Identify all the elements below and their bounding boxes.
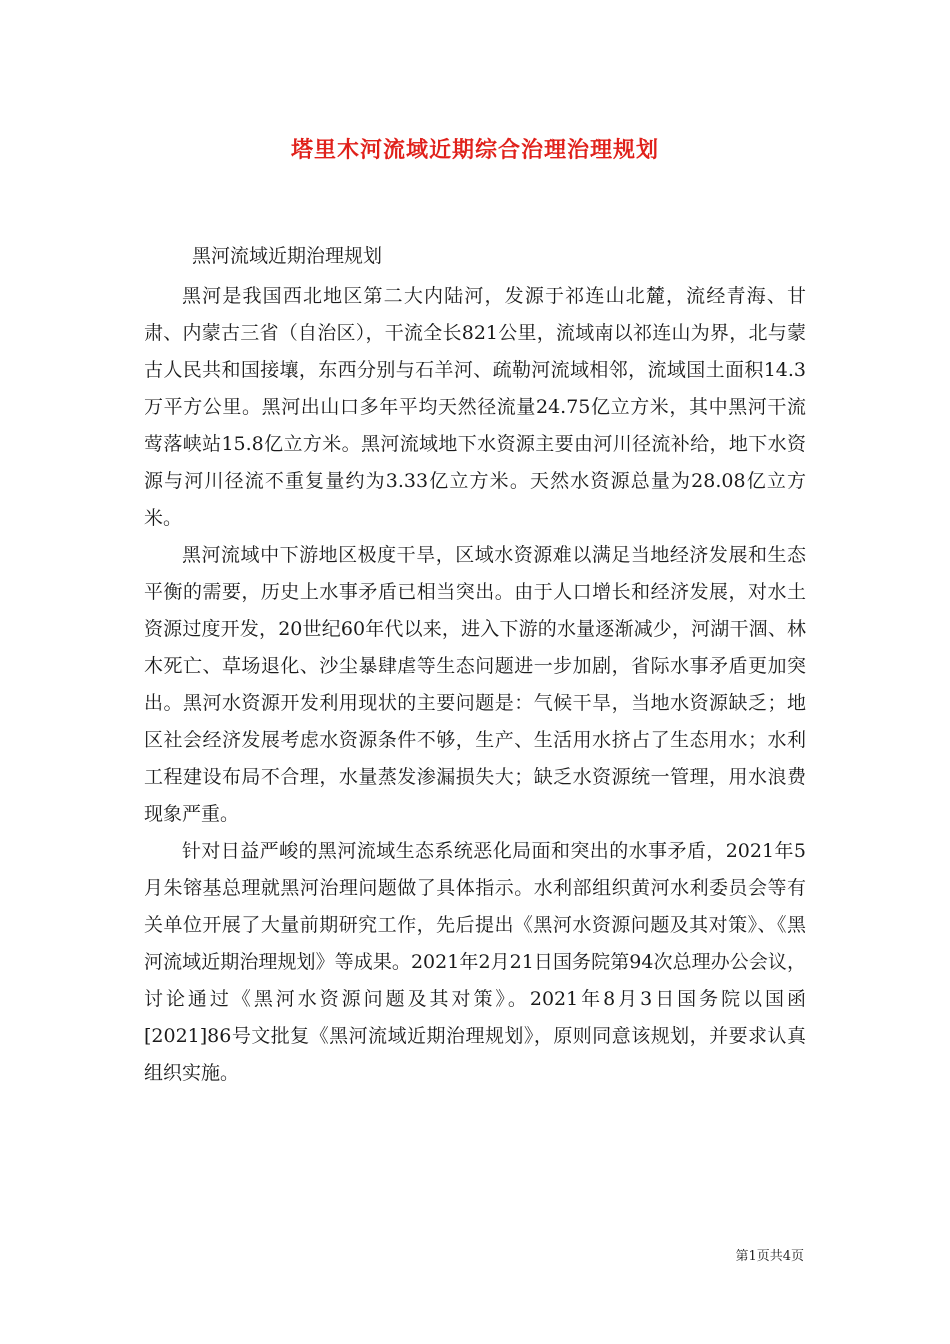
page-number: 第1页共4页 [735, 1249, 804, 1264]
paragraph-1: 黑河是我国西北地区第二大内陆河，发源于祁连山北麓，流经青海、甘肃、内蒙古三省（自治区），干流全长821公里，流域南以祁连山为界，北与蒙古人民共和国接壤，东西分别与石羊河、疏勒河流域相邻，流域国土面积14.3万平方公里。黑河出山口多年平均天然径流量24.75亿立方米，其中黑河干流莺落峡站15.8亿立方米。黑河流域地下水资源主要由河川径流补给，地下水资源与河川径流不重复量约为3.33亿立方米。天然水资源总量为28.08亿立方米。 [144, 285, 806, 529]
document-subtitle: 黑河流域近期治理规划 [192, 245, 383, 267]
paragraph-3: 针对日益严峻的黑河流域生态系统恶化局面和突出的水事矛盾，2021年5月朱镕基总理就黑河治理问题做了具体指示。水利部组织黄河水利委员会等有关单位开展了大量前期研究工作，先后提出《黑河水资源问题及其对策》、《黑河流域近期治理规划》等成果。2021年2月21日国务院第94次总理办公会议，讨论通过《黑河水资源问题及其对策》。2021年8月3日国务院以国函[2021]86号文批复《黑河流域近期治理规划》，原则同意该规划，并要求认真组织实施。 [144, 840, 806, 1084]
document-body [144, 278, 806, 1092]
paragraph-2: 黑河流域中下游地区极度干旱，区域水资源难以满足当地经济发展和生态平衡的需要，历史上水事矛盾已相当突出。由于人口增长和经济发展，对水土资源过度开发，20世纪60年代以来，进入下游的水量逐渐减少，河湖干涸、林木死亡、草场退化、沙尘暴肆虐等生态问题进一步加剧，省际水事矛盾更加突出。黑河水资源开发利用现状的主要问题是：气候干旱，当地水资源缺乏；地区社会经济发展考虑水资源条件不够，生产、生活用水挤占了生态用水；水利工程建设布局不合理，水量蒸发渗漏损失大；缺乏水资源统一管理，用水浪费现象严重。 [144, 544, 806, 825]
document-title: 塔里木河流域近期综合治理治理规划 [290, 137, 659, 163]
